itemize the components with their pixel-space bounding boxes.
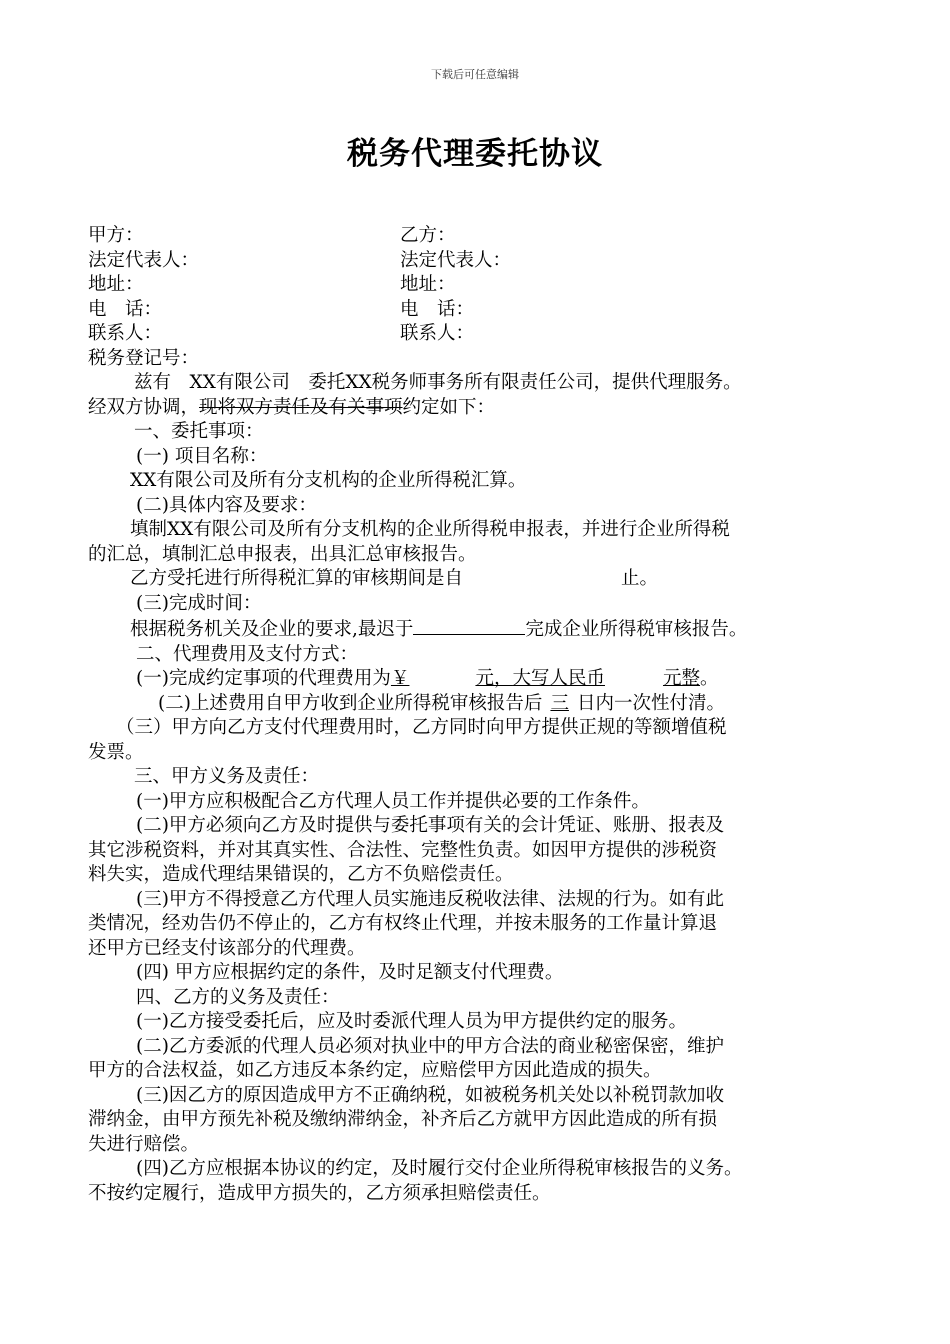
fee-line bbox=[88, 667, 878, 692]
paragraph: (三)甲方不得授意乙方代理人员实施违反税收法律、法规的行为。如有此 bbox=[136, 888, 724, 910]
party-a-label: 甲方： bbox=[88, 225, 144, 246]
paragraph: 发票。 bbox=[88, 741, 144, 763]
paragraph-text: (一)完成约定事项的代理费用为 bbox=[136, 668, 391, 689]
paragraph: 其它涉税资料，并对其真实性、合法性、完整性负责。如因甲方提供的涉税资 bbox=[88, 839, 718, 861]
paragraph: （三）甲方向乙方支付代理费用时，乙方同时向甲方提供正规的等额增值税 bbox=[116, 717, 727, 738]
section-heading: 四、乙方的义务及责任： bbox=[136, 986, 340, 1008]
tax-registration-number: 税务登记号： bbox=[88, 347, 200, 369]
intro-text: 约定如下： bbox=[402, 396, 496, 418]
party-b-contact: 联系人： bbox=[400, 323, 475, 344]
subsection-heading: (一) 项目名称： bbox=[136, 445, 268, 467]
date-blank bbox=[413, 616, 525, 635]
paragraph: (四)乙方应根据本协议的约定，及时履行交付企业所得税审核报告的义务。 bbox=[136, 1158, 743, 1179]
party-b-address: 地址： bbox=[400, 274, 456, 295]
section-heading: 一、委托事项： bbox=[134, 421, 264, 442]
subsection-heading: (二)具体内容及要求： bbox=[136, 494, 317, 516]
party-a-phone: 电 话： bbox=[88, 298, 163, 320]
party-row bbox=[88, 322, 878, 347]
fee-end: 元整 bbox=[662, 668, 700, 689]
paragraph-text: 止。 bbox=[621, 568, 659, 589]
fee-capital-label: 大写人民币 bbox=[512, 668, 605, 689]
paragraph: (二)乙方委派的代理人员必须对执业中的甲方合法的商业秘密保密，维护 bbox=[136, 1035, 724, 1057]
party-b-rep: 法定代表人： bbox=[400, 249, 512, 271]
paragraph: 类情况，经劝告仍不停止的，乙方有权终止代理，并按未服务的工作量计算退 bbox=[88, 913, 718, 934]
paragraph-text: 日内一次性付清。 bbox=[576, 692, 725, 714]
paragraph-text: 乙方受托进行所得税汇算的审核期间是自 bbox=[130, 568, 464, 589]
section-heading: 二、代理费用及支付方式： bbox=[136, 643, 359, 665]
party-row bbox=[88, 298, 878, 323]
paragraph: (四) 甲方应根据约定的条件，及时足额支付代理费。 bbox=[136, 962, 564, 983]
paragraph-text: (二)上述费用自甲方收到企业所得税审核报告后 bbox=[158, 692, 543, 714]
payment-line bbox=[88, 692, 878, 717]
section-heading: 三、甲方义务及责任： bbox=[134, 766, 320, 787]
party-a-address: 地址： bbox=[88, 274, 144, 295]
party-row bbox=[88, 273, 878, 298]
paragraph: (一)甲方应积极配合乙方代理人员工作并提供必要的工作条件。 bbox=[136, 790, 650, 812]
fee-capital-field bbox=[512, 668, 700, 689]
paragraph: (二)甲方必须向乙方及时提供与委托事项有关的会计凭证、账册、报表及 bbox=[136, 815, 724, 836]
party-a-rep: 法定代表人： bbox=[88, 249, 200, 271]
header-note: 下载后可任意编辑 bbox=[431, 68, 519, 81]
party-b-label: 乙方： bbox=[400, 225, 456, 246]
paragraph: 失进行赔偿。 bbox=[88, 1133, 200, 1155]
completion-line bbox=[88, 616, 878, 643]
paragraph: 滞纳金，由甲方预先补税及缴纳滞纳金，补齐后乙方就甲方因此造成的所有损 bbox=[88, 1109, 718, 1130]
paragraph: 甲方的合法权益，如乙方违反本条约定，应赔偿甲方因此造成的损失。 bbox=[88, 1060, 662, 1081]
days-value: 三 bbox=[550, 692, 569, 714]
subsection-heading: (三)完成时间： bbox=[136, 592, 262, 614]
audit-period-line bbox=[88, 567, 878, 592]
document-title: 税务代理委托协议 bbox=[347, 136, 603, 172]
intro-line bbox=[88, 396, 878, 421]
paragraph: 的汇总，填制汇总申报表，出具汇总审核报告。 bbox=[88, 543, 477, 565]
yen-sign: ￥ bbox=[390, 668, 410, 689]
fee-unit: 元， bbox=[475, 668, 513, 689]
paragraph: (一)乙方接受委托后，应及时委派代理人员为甲方提供约定的服务。 bbox=[136, 1011, 687, 1032]
party-row bbox=[88, 224, 878, 249]
paragraph-text: 根据税务机关及企业的要求,最迟于 bbox=[130, 619, 414, 640]
fee-amount-field bbox=[391, 668, 513, 689]
paragraph-text: 。 bbox=[700, 668, 719, 689]
paragraph: XX有限公司及所有分支机构的企业所得税汇算。 bbox=[130, 470, 527, 491]
document-body bbox=[88, 224, 878, 1206]
paragraph-text: 完成企业所得税审核报告。 bbox=[525, 619, 748, 640]
intro-text: 经双方协调， bbox=[88, 396, 200, 418]
intro-struck-text: 现将双方责任及有关事项 bbox=[199, 396, 403, 418]
paragraph: 填制XX有限公司及所有分支机构的企业所得税申报表，并进行企业所得税 bbox=[130, 519, 730, 540]
party-a-contact: 联系人： bbox=[88, 323, 163, 344]
party-b-phone: 电 话： bbox=[400, 298, 475, 320]
party-row bbox=[88, 249, 878, 274]
paragraph: 还甲方已经支付该部分的代理费。 bbox=[88, 937, 366, 959]
payment-days bbox=[542, 693, 577, 714]
paragraph: 料失实，造成代理结果错误的，乙方不负赔偿责任。 bbox=[88, 864, 514, 885]
intro-line: 兹有 XX有限公司 委托XX税务师事务所有限责任公司，提供代理服务。 bbox=[134, 372, 742, 393]
paragraph: (三)因乙方的原因造成甲方不正确纳税，如被税务机关处以补税罚款加收 bbox=[136, 1084, 724, 1106]
paragraph: 不按约定履行，造成甲方损失的，乙方须承担赔偿责任。 bbox=[88, 1182, 551, 1204]
